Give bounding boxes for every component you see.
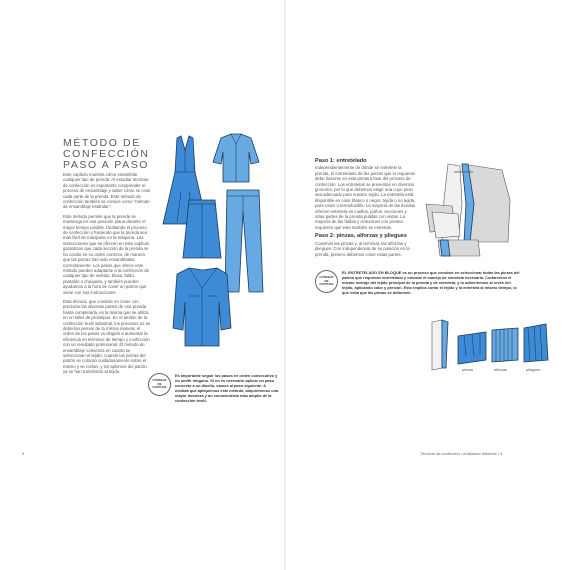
skirt-illustration — [183, 200, 221, 258]
blouse-illustration — [213, 134, 259, 182]
callout-text: EL ENTRETELADO EN BLOQUE es un proceso que consiste en seleccionar todas las piezas del patrón que requieran entretelado y calcular el manejo de entretela necesaria. Cortaremos el mismo metraje del tejido principal de la prenda y de entretela, y lo adheriremos al revés del tejido, aplicando calor y presión. Esto implica cortar el tejido y la entretela al mismo tiempo, lo que evita que las piezas se deformen. — [342, 270, 520, 295]
step2-text: Cosemos las pinzas y, al terminar, las alforzas y pliegues. Con independencia de su posición en la prenda, primero debemos coser estas partes. — [315, 240, 410, 257]
jacket-illustration — [173, 268, 231, 346]
badge-line: COSTURA — [319, 282, 334, 287]
sewing-tip-callout — [148, 373, 280, 403]
trousers-illustration — [225, 190, 263, 292]
label-pliegues: pliegues — [526, 368, 541, 372]
badge-line: CONSEJO — [319, 275, 334, 280]
callout-text: Es importante seguir los pasos en orden consecutivo y no omitir ninguno. Si no es necesario aplicar un paso concreto a un diseño, vamos al paso siguiente. A medida que apliquemos este método, adquiriremos una mayor destreza y un conocimiento más amplio de la confección textil. — [175, 373, 279, 403]
darts-tucks-pleats-illustration — [428, 316, 550, 376]
title-line: MÉTODO DE — [63, 137, 141, 149]
label-alforzas: alforzas — [494, 368, 508, 372]
garment-illustrations — [155, 132, 275, 372]
sewing-tip-badge — [148, 373, 171, 396]
sewing-tip-badge — [315, 270, 338, 293]
alforzas-illustration — [492, 328, 518, 362]
page-number-right: Técnicas de confección • Analizador diferente • 9 — [420, 452, 503, 456]
badge-line: DE — [157, 381, 162, 386]
step2-heading: Paso 2: pinzas, alforzas y pliegues — [315, 233, 408, 240]
paragraph: Esta técnica, que consiste en coser con precisión las diversas partes de una prenda hasta completarla, es la misma que se utiliza en un taller de prototipos. En el ámbito de la confección textil industrial, los procesos no se deberían pensar de la misma manera; el orden de los pasos va dirigido a aumentar la eficiencia en términos de tiempo y confección con un resultado profesional. El método de ensamblaje comienza en cuanto se seleccionan el tejido, cuando las piezas del patrón se colocan cuidadosamente sobre el mismo y se cortan, y los aplomos del patrón ya se han transferido al tejido. — [63, 298, 151, 375]
step1-block — [315, 159, 417, 261]
step1-text: Independientemente de dónde se entretele la prenda, el entretelado de las piezas que lo requieran debe hacerse en esta primera fase del proceso de confección. Las entretelas se presentan en diversos grosores, por lo que debemos elegir una cuyo peso sea adecuado para nuestro tejido. La entretela está disponible en color blanco o negro, tejida o no tejida, para coser o termofusible. La mayoría de las tiendas ofrecen entretela en cuellos, puños, secciones y otras partes de la prenda pulidas con vistas. La mayoría de las faldas y cinturones con pretina requieren que este también se entretele. — [315, 165, 416, 230]
block-interfacing-callout — [315, 270, 520, 295]
title-line: CONFECCIÓN — [63, 148, 150, 160]
page-gutter — [284, 0, 286, 570]
step1-heading: Paso 1: entretelado — [315, 158, 367, 164]
page-number-left: 8 — [22, 452, 25, 456]
left-body-text — [63, 172, 151, 379]
interfacing-illustration — [418, 160, 518, 260]
title-line: PASO A PASO — [63, 159, 150, 171]
badge-line: COSTURA — [152, 385, 167, 390]
pliegues-illustration — [524, 324, 548, 362]
badge-line: DE — [324, 278, 329, 283]
label-entretelado: entretelado — [454, 170, 473, 174]
paragraph: Este método permite que la prenda se mantenga en una posición plana durante el mayor tiempo posible, facilitando el proceso de confección y haciendo que la prenda sea más fácil de manipular en la máquina. Las instrucciones que se ofrecen en este capítulo garantizan que cada sección de la prenda se ha cosido en su orden correcto, de manera que las piezas han sido ensambladas correctamente. Los pasos que ofrece este método pueden adaptarse a la confección de cualquier tipo de vestido, blusa, falda, pantalón o chaqueta, y también pueden ayudarnos a la hora de coser un patrón que viene con sus instrucciones. — [63, 213, 150, 295]
label-pinzas: pinzas — [462, 368, 473, 372]
dart-illustration — [432, 320, 448, 370]
paragraph: Este capítulo muestra cómo ensamblar cualquier tipo de prenda. Al estudiar técnicas de confección es importante comprender el proceso de ensamblaje y saber cómo se cose cada parte de la prenda. Este método de confección también se conoce como "método de ensamblaje estándar". — [63, 172, 151, 210]
pinzas-illustration — [458, 332, 486, 364]
badge-line: CONSEJO — [152, 378, 167, 383]
